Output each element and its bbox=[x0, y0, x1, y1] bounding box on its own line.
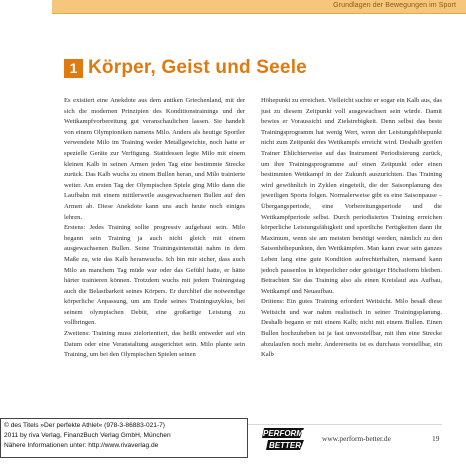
body-column-right bbox=[261, 96, 442, 414]
page-number: 19 bbox=[432, 434, 440, 443]
copyright-box bbox=[0, 418, 248, 458]
copyright-line: Nähere Informationen unter: http://www.rivaverlag.de bbox=[4, 442, 159, 449]
chapter-title bbox=[64, 56, 307, 80]
chapter-heading: Körper, Geist und Seele bbox=[88, 57, 307, 78]
logo-text-top: PERFORM bbox=[263, 429, 303, 438]
running-header-band bbox=[52, 0, 466, 14]
running-header-title: Grundlagen der Bewegungen im Sport bbox=[333, 2, 456, 9]
chapter-number-badge: 1 bbox=[64, 59, 83, 78]
logo-text-bottom: BETTER bbox=[269, 441, 301, 450]
perform-better-logo bbox=[262, 426, 306, 454]
body-column-left bbox=[64, 96, 245, 414]
paragraph: Drittens: Ein gutes Training erfordert Weitsicht. Milo besaß diese Weitsicht und war nahm realistisch in seiner Trainingsplanung. Deshalb begann er mit einem Kalb; nicht mit einem Bullen. Einen Bullen hochzuheben ist ja fast unvorstellbar, mit ihm eine Strecke abzulaufen noch mehr. Andererseits ist es durchaus vorstellbar, ein Kalb bbox=[261, 298, 442, 359]
copyright-line: 2011 by riva Verlag, FinanzBuch Verlag GmbH, München bbox=[4, 432, 171, 439]
paragraph: Zweitens: Training muss zielorientiert, das heißt entweder auf ein Datum oder eine Veranstaltung ausgerichtet sein. Milo plante sein Training, um bei den Olympischen Spielen seinen bbox=[64, 330, 245, 359]
paragraph: Erstens: Jedes Training sollte progressiv aufgebaut sein. Milo begann sein Training ja auch nicht gleich mit einem ausgewachsenen Bullen. Seine Trainingsintensität nahm in dem Maße zu, wie das Kalb heranwuchs. Ich bin mir sicher, dass auch Milo an manchem Tag müde war oder das Gefühl hatte, er hätte härter trainieren können. Trotzdem wuchs mit jedem Trainingstag auch die Belastbarkeit seines Körpers. Er durchlief die notwendige körperliche Anpassung, um am Ende seines Trainingszyklus, bei seinem olympischen Debüt, eine großartige Leistung zu vollbringen. bbox=[64, 224, 245, 327]
paragraph: Es existiert eine Anekdote aus dem antiken Griechenland, mit der sich die modernen Prinzipien des Konditionstrainings und der Wettkampfvorbereitung gut veranschaulichen lassen. Sie handelt von einem Olympioniken namens Milo. Anders als heutige Sportler verwendete Milo im Training weder Metallgewichte, noch hatte er spezielle Geräte zur Verfügung. Stattdessen legte Milo mit einem kleinen Kalb in seinen Armen jeden Tag eine bestimmte Strecke zurück. Das Kalb wuchs zu einem Bullen heran, und Milo trainierte weiter. Am ersten Tag der Olympischen Spiele ging Milo dann die Laufbahn mit einem mittlerweile ausgewachsenen Bullen auf den Armen ab. Diese Anekdote kann uns auch heute noch einiges lehren. bbox=[64, 97, 245, 221]
copyright-line: © des Titels »Der perfekte Athlet« (978-3-86883-021-7) bbox=[4, 422, 165, 429]
website-url: www.perform-better.de bbox=[322, 434, 391, 443]
paragraph: Höhepunkt zu erreichen. Vielleicht suchte er sogar ein Kalb aus, das just zu diesem Zeitpunkt voll ausgewachsen sein würde. Damit bewies er Voraussicht und Zielstrebigkeit. Denn selbst das beste Trainingsprogramm hat wenig Wert, wenn der Leistungshöhepunkt nicht zum Zeitpunkt des Wettkampfs erreicht wird. Deshalb greifen Trainer Ehlichterweise auf das Instrument Periodisierung zurück, um ihre Trainingsprogramme auf einen Zeitpunkt oder einen bestimmten Wettkampf in der Zukunft auszurichten. Das Training wird gewöhnlich in Zyklen eingeteilt, die der Saisonplanung des jeweiligen Sports folgen. Normalerweise gibt es eine Saisonpause – Übergangsperiode, eine Vorbereitungsperiode und die Wettkampfperiode selbst. Durch periodisiertes Training erreichen körperliche Leistungsfähigkeit und sportliche Fertigkeiten dann ihr Maximum, wenn sie am meisten benötigt werden, nämlich zu den Saisonhöhepunkten, den Wettkämpfen. Man kann zwar sein ganzes Leben lang eine gute Kondition aufrechterhalten, niemand kann jedoch pausenlos in körperlicher oder geistiger Höchstform bleiben. Betrachten Sie das Training also als einen Kreislauf aus Aufbau, Wettkampf und Neuaufbau. bbox=[261, 97, 442, 295]
